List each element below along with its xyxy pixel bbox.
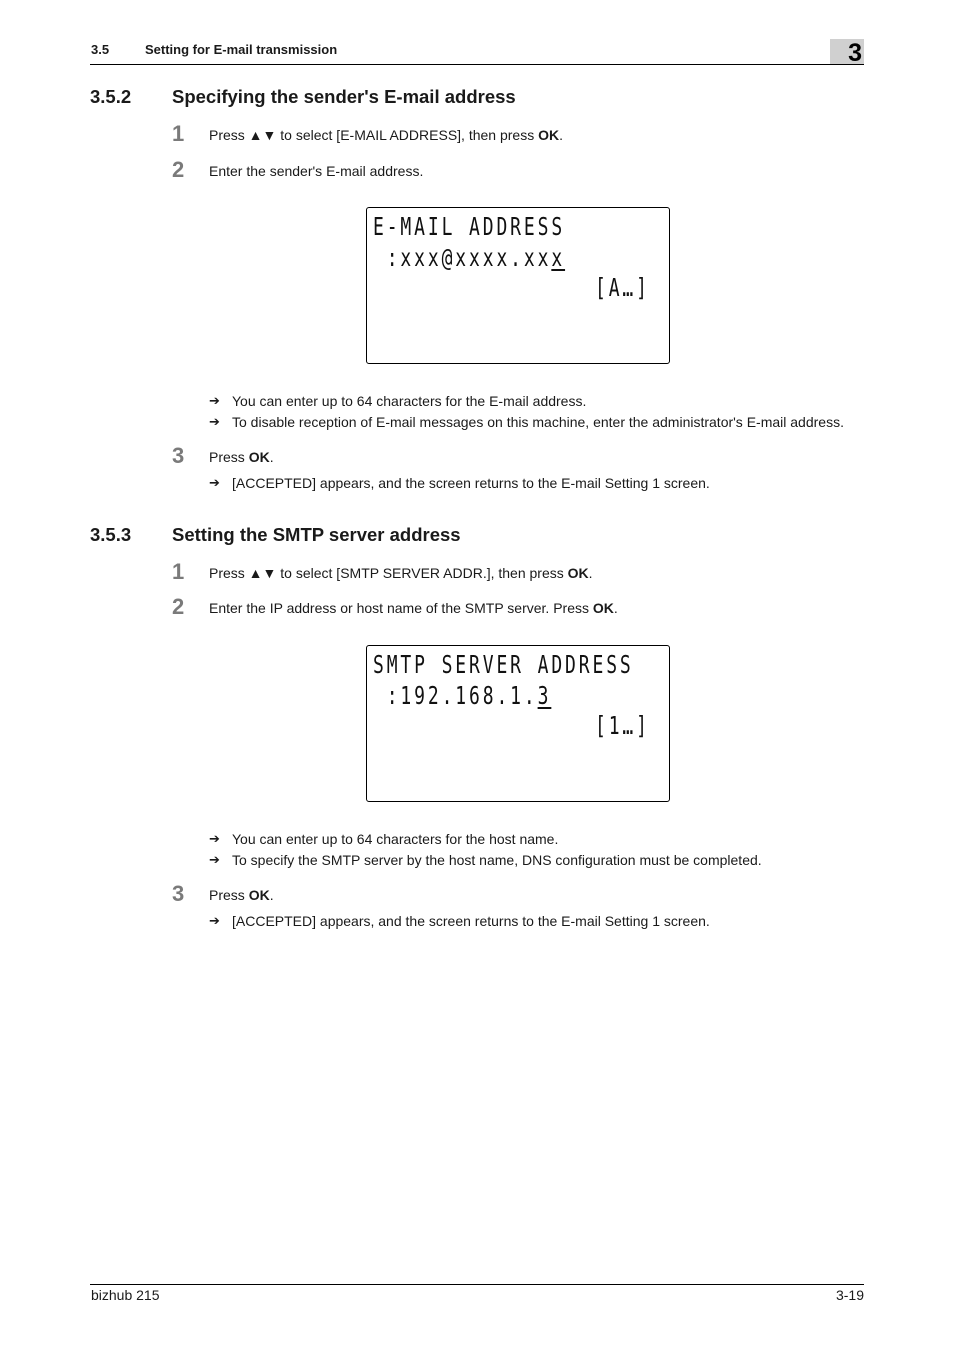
step-number: 1 (172, 559, 185, 584)
step-number: 1 (172, 121, 185, 146)
section-number: 3.5.2 (90, 86, 132, 107)
arrow-bullet-icon: ➔ (209, 414, 220, 429)
step-text: Press ▲▼ to select [E-MAIL ADDRESS], then press OK. (209, 127, 563, 143)
lcd-line-3: [1…] (595, 711, 650, 740)
arrow-bullet-icon: ➔ (209, 475, 220, 490)
note-text: To specify the SMTP server by the host name, DNS configuration must be completed. (232, 852, 762, 868)
lcd-display-email (366, 207, 670, 364)
lcd-cursor: 3 (537, 681, 552, 710)
note-text: [ACCEPTED] appears, and the screen returns to the E-mail Setting 1 screen. (232, 913, 710, 929)
note-text: You can enter up to 64 characters for the E-mail address. (232, 393, 587, 409)
chapter-tab: 3 (830, 39, 864, 65)
step-text: Enter the sender's E-mail address. (209, 163, 424, 179)
step-number: 2 (172, 594, 185, 619)
step-text: Press OK. (209, 887, 274, 903)
header-section-title: Setting for E-mail transmission (145, 42, 338, 57)
step-text: Press ▲▼ to select [SMTP SERVER ADDR.], then press OK. (209, 565, 593, 581)
step-number: 3 (172, 443, 185, 468)
note-text: [ACCEPTED] appears, and the screen returns to the E-mail Setting 1 screen. (232, 475, 710, 491)
lcd-display-smtp (366, 645, 670, 802)
lcd-line-1: E-MAIL ADDRESS (373, 212, 566, 241)
lcd-line-3: [A…] (595, 273, 650, 302)
header-rule (90, 64, 864, 65)
section-number: 3.5.3 (90, 524, 132, 545)
lcd-line-2: :192.168.1.3 (373, 681, 552, 710)
footer-page-number: 3-19 (835, 1287, 864, 1303)
header-section-number: 3.5 (91, 42, 110, 57)
arrow-bullet-icon: ➔ (209, 852, 220, 867)
arrow-bullet-icon: ➔ (209, 393, 220, 408)
step-text: Press OK. (209, 449, 274, 465)
footer-rule (90, 1284, 864, 1285)
note-text: You can enter up to 64 characters for the host name. (232, 831, 559, 847)
section-title: Specifying the sender's E-mail address (172, 86, 516, 107)
lcd-line-1: SMTP SERVER ADDRESS (373, 650, 634, 679)
step-number: 3 (172, 881, 185, 906)
footer-product: bizhub 215 (91, 1287, 160, 1303)
lcd-cursor: x (551, 243, 566, 272)
lcd-line-2: :xxx@xxxx.xxx (373, 243, 566, 272)
step-number: 2 (172, 157, 185, 182)
section-title: Setting the SMTP server address (172, 524, 461, 545)
arrow-bullet-icon: ➔ (209, 913, 220, 928)
note-text: To disable reception of E-mail messages on this machine, enter the administrator's E-mail address. (232, 414, 844, 430)
arrow-bullet-icon: ➔ (209, 831, 220, 846)
step-text: Enter the IP address or host name of the SMTP server. Press OK. (209, 600, 618, 616)
